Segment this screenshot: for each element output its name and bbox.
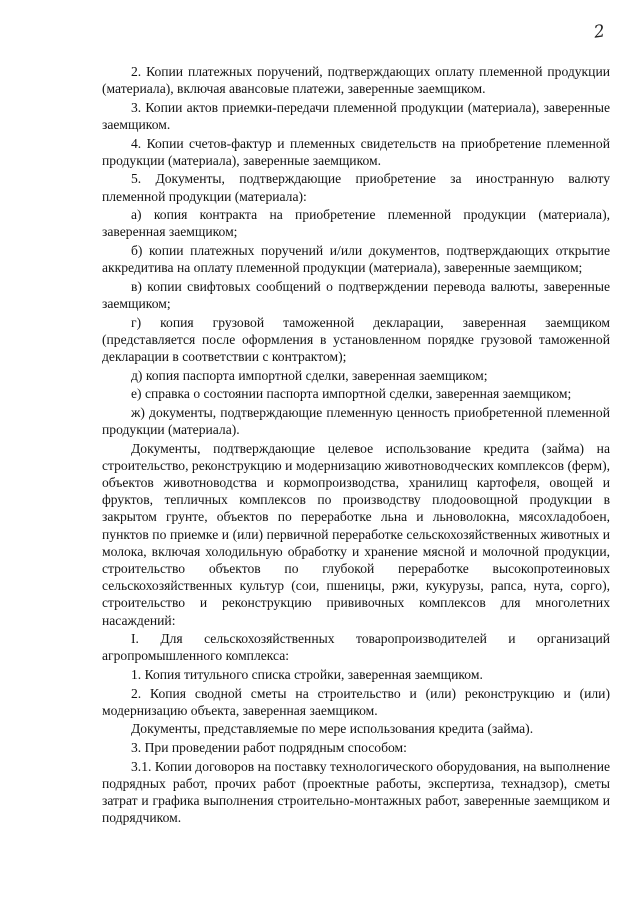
paragraph-item-e: е) справка о состоянии паспорта импортной сделки, заверенная заемщиком; bbox=[131, 386, 572, 402]
paragraph-construction-documents: Документы, подтверждающие целевое использование кредита (займа) на строительство, реконструкцию и модернизацию животноводческих комплексов (ферм), объектов животноводства и кормопроизводства, хранилищ картофеля, овощей и фруктов, тепличных комплексов по производству плодоовощной продукции в закрытом грунте, объектов по переработке льна и льноволокна, мясохладобоен, пунктов по приемке и (или) первичной переработке сельскохозяйственных животных и молока, включая холодильную обработку и хранение мясной и молочной продукции, строительство объектов по глубокой переработке высокопротеиновых сельскохозяйственных культур (сои, пшеницы, ржи, кукурузы, рапса, нута, сорго), строительство и реконструкцию прививочных комплексов для многолетних насаждений: bbox=[102, 440, 610, 628]
paragraph-documents-on-use: Документы, представляемые по мере использования кредита (займа). bbox=[131, 721, 534, 737]
paragraph-contracts-copies: 3.1. Копии договоров на поставку технологического оборудования, на выполнение подрядных работ, прочих работ (проектные работы, экспертиза, технадзор), сметы затрат и графика выполнения строительно-монтажных работ, заверенные заемщиком и подрядчиком. bbox=[102, 758, 610, 826]
paragraph-item-d: д) копия паспорта импортной сделки, заверенная заемщиком; bbox=[131, 367, 488, 383]
document-body bbox=[102, 63, 610, 828]
paragraph-contract-method: 3. При проведении работ подрядным способом: bbox=[131, 739, 407, 755]
paragraph-title-list: 1. Копия титульного списка стройки, заверенная заемщиком. bbox=[131, 666, 483, 682]
paragraph-item-v: в) копии свифтовых сообщений о подтверждении перевода валюты, заверенные заемщиком; bbox=[102, 278, 610, 311]
paragraph-item-a: а) копия контракта на приобретение племенной продукции (материала), заверенная заемщиком; bbox=[102, 207, 610, 240]
paragraph-item-zh: ж) документы, подтверждающие племенную ценность приобретенной племенной продукции (материала). bbox=[102, 404, 610, 437]
paragraph-summary-estimate: 2. Копия сводной сметы на строительство и (или) реконструкцию и (или) модернизацию объекта, заверенная заемщиком. bbox=[102, 685, 610, 718]
paragraph-section-i: I. Для сельскохозяйственных товаропроизводителей и организаций агропромышленного комплекса: bbox=[102, 631, 610, 664]
paragraph-invoices: 4. Копии счетов-фактур и племенных свидетельств на приобретение племенной продукции (материала), заверенные заемщиком. bbox=[102, 135, 610, 168]
paragraph-payment-orders: 2. Копии платежных поручений, подтверждающих оплату племенной продукции (материала), включая авансовые платежи, заверенные заемщиком. bbox=[102, 64, 610, 97]
paragraph-item-g: г) копия грузовой таможенной декларации, заверенная заемщиком (представляется после оформления в установленном порядке грузовой таможенной декларации в соответствии с контрактом); bbox=[102, 314, 610, 364]
paragraph-foreign-currency: 5. Документы, подтверждающие приобретение за иностранную валюту племенной продукции (материала): bbox=[102, 171, 610, 204]
page-number: 2 bbox=[592, 21, 607, 43]
paragraph-item-b: б) копии платежных поручений и/или документов, подтверждающих открытие аккредитива на оплату племенной продукции (материала), заверенные заемщиком; bbox=[102, 242, 610, 276]
paragraph-acceptance-acts: 3. Копии актов приемки-передачи племенной продукции (материала), заверенные заемщиком. bbox=[102, 99, 610, 132]
